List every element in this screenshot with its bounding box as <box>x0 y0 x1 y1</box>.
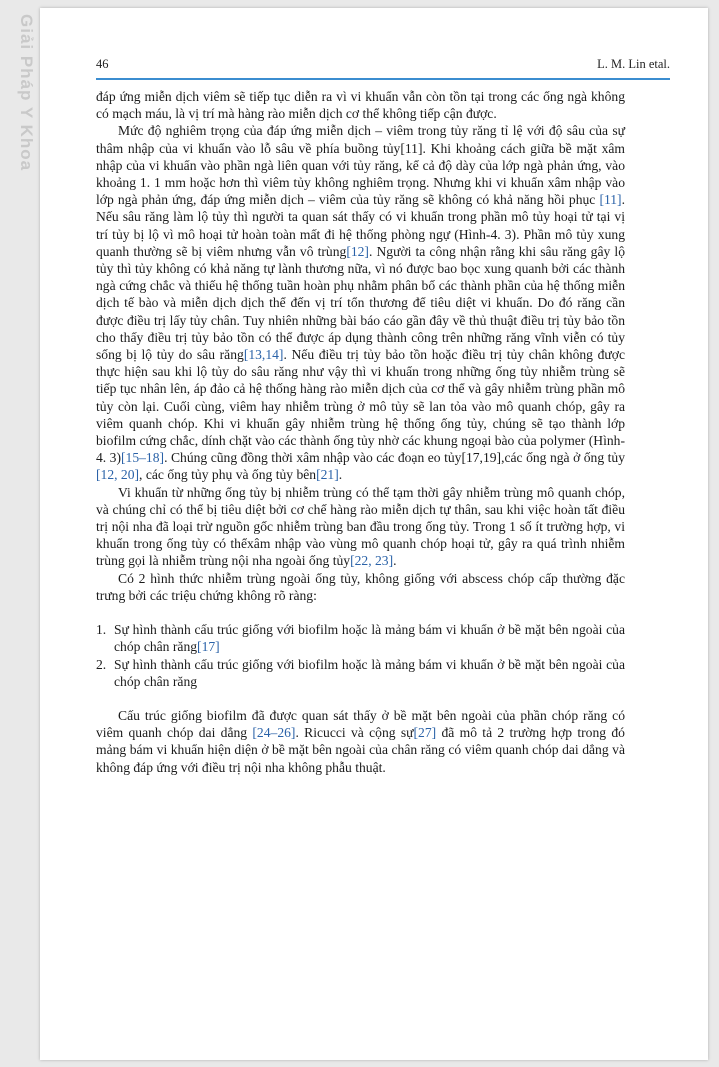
text-run: Có 2 hình thức nhiễm trùng ngoài ống tủy, không giống với abscess chóp cấp thường đặc trưng bởi các triệu chứng không rõ ràng: <box>96 570 625 603</box>
text-run: đáp ứng miễn dịch viêm sẽ tiếp tục diễn ra vì vi khuẩn vẫn còn tồn tại trong các ống ngà không có mạch máu, là vị trí mà hàng rào miễn dịch cơ thể không tiếp cận được. <box>96 89 625 122</box>
text-run: . <box>338 467 343 483</box>
paragraph <box>96 707 625 776</box>
header-rule <box>96 78 670 80</box>
list-number: 2. <box>96 656 107 672</box>
text-run: . <box>393 553 397 569</box>
list-text <box>114 622 625 654</box>
numbered-list <box>96 621 625 690</box>
citation-link[interactable]: [12] <box>346 243 369 259</box>
text-run: . Nếu điều trị tủy bảo tồn hoặc điều trị tủy chân không được thực hiện sau khi lộ tủy do sâu răng như vậy thì vi khuẩn trong những ống tủy nhiễm trùng sẽ tiếp tục nhân lên, áp đảo cả hệ thống hàng rào miễn dịch của cơ thể và gây nhiễm trùng phần mô tủy còn lại. Cuối cùng, viêm hay nhiễm trùng ở mô tủy sẽ lan tỏa vào mô quanh chóp, gây ra viêm quanh chóp. Khi vi khuẩn gây nhiễm trùng hệ thống ống tủy, chúng sẽ tạo thành lớp biofilm cứng chắc, dính chặt vào các thành ống tủy nhờ các khung ngoại bào của polymer (Hình-4. 3) <box>96 347 625 466</box>
paragraph <box>96 570 625 604</box>
text-run: Sự hình thành cấu trúc giống với biofilm hoặc là mảng bám vi khuẩn ở bề mặt bên ngoài của chóp chân răng <box>114 622 625 655</box>
body-text <box>96 88 625 776</box>
paragraph <box>96 88 625 122</box>
text-run: đã mô tả 2 trường hợp trong đó mảng bám vi khuẩn hiện diện ở bề mặt bên ngoài của chân răng có viêm quanh chóp dai dẳng và không đáp ứng với điều trị nội nha không phẫu thuật. <box>96 725 625 775</box>
running-author: L. M. Lin etal. <box>597 57 670 71</box>
text-run: . Chúng cũng đồng thời xâm nhập vào các đoạn eo tủy[17,19],các ống ngà ở ống tủy <box>164 450 625 466</box>
citation-link[interactable]: [22, 23] <box>350 553 394 569</box>
list-item <box>96 656 625 690</box>
citation-link[interactable]: [17] <box>197 639 220 655</box>
citation-link[interactable]: [15–18] <box>121 450 165 466</box>
paragraph <box>96 484 625 570</box>
text-run: . Nếu sâu răng làm lộ tủy thì người ta quan sát thấy có vi khuẩn trong phần mô tủy hoại tử tại vị trí tủy bị lộ vì mô hoại tử hoàn toàn mất đi hệ thống phòng ngự (Hình-4. 3). Phần mô tủy xung quanh thường sẽ bị viêm nhưng vẫn vô trùng <box>96 192 625 259</box>
text-run: , các ống tủy phụ và ống tủy bên <box>139 467 317 483</box>
text-run: Sự hình thành cấu trúc giống với biofilm hoặc là mảng bám vi khuẩn ở bề mặt bên ngoài của chóp chân răng <box>114 656 625 689</box>
citation-link[interactable]: [11] <box>599 192 622 208</box>
text-run: Mức độ nghiêm trọng của đáp ứng miễn dịch – viêm trong tủy răng tỉ lệ với độ sâu của sự thâm nhập của vi khuẩn vào lỗ sâu về phía buồng tủy[11]. Khi khoảng cách giữa bề mặt xâm nhập của vi khuẩn vào phần ngà liên quan với tủy răng, kể cả độ dày của lớp ngà phản ứng, vào khoảng 1. 1 mm hoặc hơn thì viêm tủy không nghiêm trọng. Nhưng khi vi khuẩn xâm nhập vào lớp ngà phản ứng, đáp ứng miễn dịch – viêm của tủy răng sẽ không có khả năng hồi phục <box>96 123 625 208</box>
paragraph <box>96 122 625 483</box>
citation-link[interactable]: [24–26] <box>252 725 296 741</box>
document-page <box>40 8 708 1060</box>
list-item <box>96 621 625 655</box>
text-run: . Ricucci và cộng sự <box>295 725 414 741</box>
citation-link[interactable]: [12, 20] <box>96 467 140 483</box>
page-header <box>96 57 670 77</box>
watermark: Giải Pháp Y Khoa <box>17 14 36 172</box>
list-number: 1. <box>96 622 107 638</box>
citation-link[interactable]: [13,14] <box>243 347 284 363</box>
citation-link[interactable]: [27] <box>413 725 437 741</box>
page-number: 46 <box>96 57 109 71</box>
list-text <box>114 657 625 689</box>
text-run: Vi khuẩn từ những ống tủy bị nhiễm trùng có thể tạm thời gây nhiễm trùng mô quanh chóp, và chúng chỉ có thể bị tiêu diệt bởi cơ chế hàng rào miễn dịch tự thân, sau khi việc hoàn tất điều trị nội nha đã loại trừ nguồn gốc nhiễm trùng ban đầu trong ống tủy. Trong 1 số ít trường hợp, vi khuẩn trong ống tủy có thểxâm nhập vào vùng mô quanh chóp hoại tử, gây ra quá trình nhiễm trùng gọi là nhiễm trùng nội nha ngoài ống tủy <box>96 484 625 569</box>
text-run: . Người ta công nhận rằng khi sâu răng gây lộ tủy thì tủy không có khả năng tự lành thương nữa, vì nó được bao bọc xung quanh bởi các thành ngà cứng chắc và thiếu hệ thống tuần hoàn phụ nhằm phân bố các thành phần của hệ thống miễn dịch tế bào và miễn dịch dịch thể đến vị trí tổn thương để tiêu diệt vi khuẩn. Do đó răng cần được điều trị lấy tủy chân. Tuy nhiên những bài báo cáo gần đây về thủ thuật điều trị tủy bảo tồn cho thấy điều trị tủy bảo tồn có thể được áp dụng thành công trên những răng vĩnh viễn có tủy sống bị lộ tủy do sâu răng <box>96 243 625 363</box>
citation-link[interactable]: [21] <box>316 467 339 483</box>
text-run: Cấu trúc giống biofilm đã được quan sát thấy ở bề mặt bên ngoài của phần chóp răng có viêm quanh chóp dai dẳng <box>96 707 625 741</box>
